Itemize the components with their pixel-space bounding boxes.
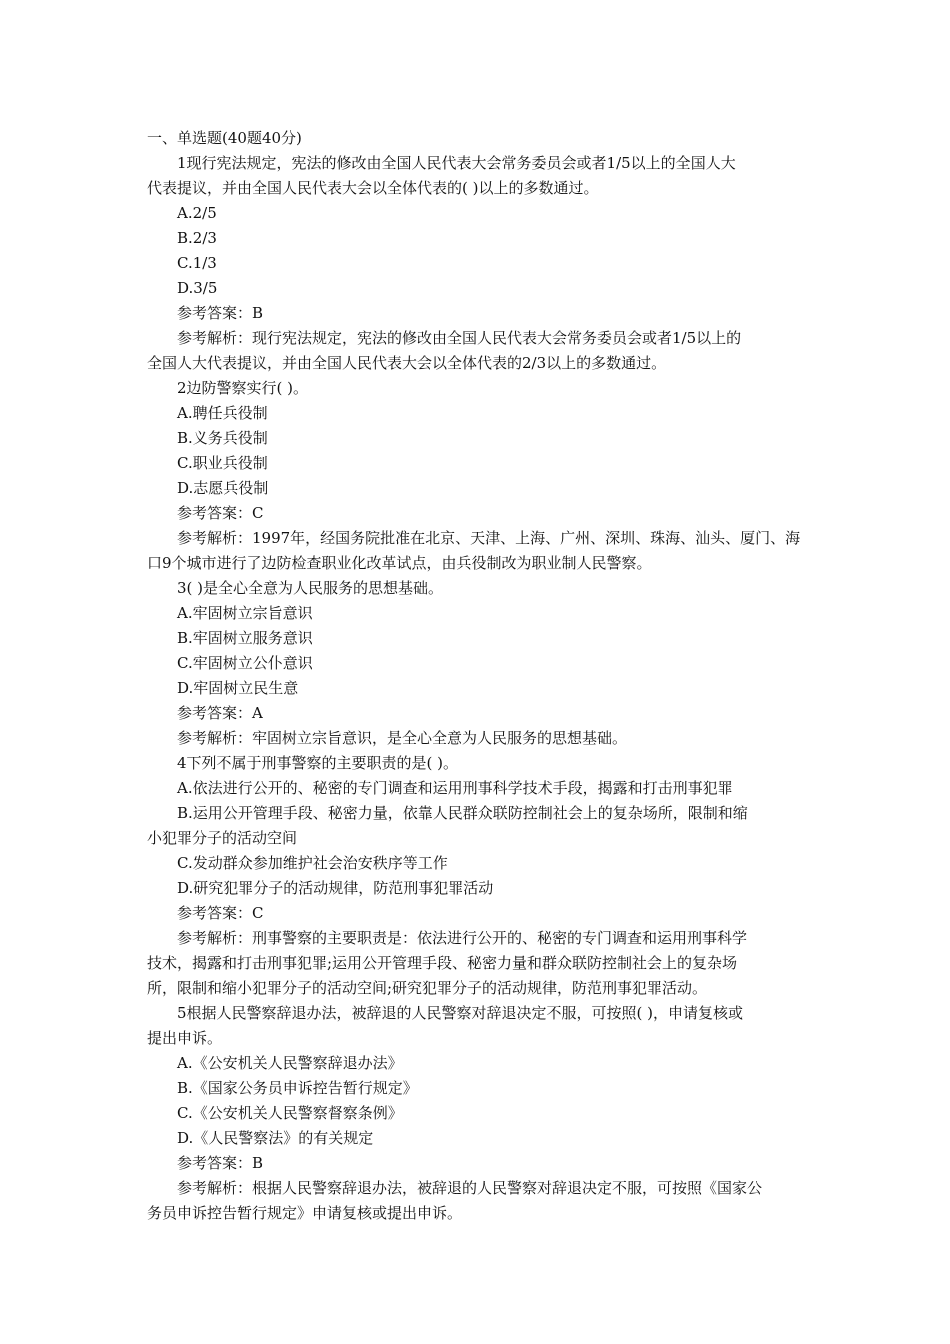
question-1-stem-line-2: 代表提议，并由全国人民代表大会以全体代表的( )以上的多数通过。 — [147, 179, 599, 197]
question-5-option-d: D.《人民警察法》的有关规定 — [177, 1129, 374, 1147]
question-1-answer: 参考答案：B — [177, 304, 264, 322]
question-1-analysis-line-2: 全国人大代表提议，并由全国人民代表大会以全体代表的2/3以上的多数通过。 — [147, 354, 667, 372]
question-3-stem-line-1: 3( )是全心全意为人民服务的思想基础。 — [177, 579, 444, 597]
question-5-option-b: B.《国家公务员申诉控告暂行规定》 — [177, 1079, 418, 1097]
question-2-stem-line-1: 2边防警察实行( )。 — [177, 379, 309, 397]
question-5-analysis-line-1: 参考解析：根据人民警察辞退办法，被辞退的人民警察对辞退决定不服，可按照《国家公 — [177, 1179, 763, 1197]
question-1-stem-line-1: 1现行宪法规定，宪法的修改由全国人民代表大会常务委员会或者1/5以上的全国人大 — [177, 154, 736, 172]
question-3 — [147, 576, 811, 751]
question-1-option-b: B.2/3 — [177, 229, 217, 247]
question-5 — [147, 1001, 811, 1226]
question-2-analysis-line-1: 参考解析：1997年，经国务院批准在北京、天津、上海、广州、深圳、珠海、汕头、厦门、海 — [177, 529, 801, 547]
question-3-option-d: D.牢固树立民生意 — [177, 679, 299, 697]
question-2-option-c: C.职业兵役制 — [177, 454, 268, 472]
question-4-option-a: A.依法进行公开的、秘密的专门调查和运用刑事科学技术手段，揭露和打击刑事犯罪 — [177, 779, 733, 797]
question-2-answer: 参考答案：C — [177, 504, 264, 522]
question-2 — [147, 376, 811, 576]
document-page — [147, 126, 811, 1226]
question-2-option-b: B.义务兵役制 — [177, 429, 268, 447]
question-4-stem-line-1: 4下列不属于刑事警察的主要职责的是( )。 — [177, 754, 459, 772]
question-1-analysis-line-1: 参考解析：现行宪法规定，宪法的修改由全国人民代表大会常务委员会或者1/5以上的 — [177, 329, 742, 347]
question-3-option-b: B.牢固树立服务意识 — [177, 629, 313, 647]
question-4-option-b-continued: 小犯罪分子的活动空间 — [147, 829, 298, 847]
question-5-analysis-line-2: 务员申诉控告暂行规定》申请复核或提出申诉。 — [147, 1204, 463, 1222]
question-5-stem-line-2: 提出申诉。 — [147, 1029, 223, 1047]
question-4-analysis-line-2: 技术，揭露和打击刑事犯罪;运用公开管理手段、秘密力量和群众联防控制社会上的复杂场 — [147, 954, 738, 972]
question-2-option-a: A.聘任兵役制 — [177, 404, 268, 422]
question-4-option-b: B.运用公开管理手段、秘密力量，依靠人民群众联防控制社会上的复杂场所，限制和缩 — [177, 804, 748, 822]
question-3-option-c: C.牢固树立公仆意识 — [177, 654, 313, 672]
question-1-option-c: C.1/3 — [177, 254, 217, 272]
question-5-option-c: C.《公安机关人民警察督察条例》 — [177, 1104, 403, 1122]
question-4-option-d: D.研究犯罪分子的活动规律，防范刑事犯罪活动 — [177, 879, 494, 897]
question-5-option-a: A.《公安机关人民警察辞退办法》 — [177, 1054, 403, 1072]
question-1-option-d: D.3/5 — [177, 279, 218, 297]
question-4 — [147, 751, 811, 1001]
question-1-option-a: A.2/5 — [177, 204, 217, 222]
question-1 — [147, 151, 811, 376]
question-4-answer: 参考答案：C — [177, 904, 264, 922]
question-2-analysis-line-2: 口9个城市进行了边防检查职业化改革试点，由兵役制改为职业制人民警察。 — [147, 554, 652, 572]
question-4-analysis-line-3: 所，限制和缩小犯罪分子的活动空间;研究犯罪分子的活动规律，防范刑事犯罪活动。 — [147, 979, 708, 997]
question-3-analysis-line-1: 参考解析：牢固树立宗旨意识，是全心全意为人民服务的思想基础。 — [177, 729, 628, 747]
question-5-stem-line-1: 5根据人民警察辞退办法，被辞退的人民警察对辞退决定不服，可按照( )，申请复核或 — [177, 1004, 744, 1022]
question-4-analysis-line-1: 参考解析：刑事警察的主要职责是：依法进行公开的、秘密的专门调查和运用刑事科学 — [177, 929, 748, 947]
question-3-answer: 参考答案：A — [177, 704, 263, 722]
section-title: 一、单选题(40题40分) — [147, 129, 302, 147]
question-5-answer: 参考答案：B — [177, 1154, 264, 1172]
question-4-option-c: C.发动群众参加维护社会治安秩序等工作 — [177, 854, 448, 872]
question-2-option-d: D.志愿兵役制 — [177, 479, 269, 497]
question-3-option-a: A.牢固树立宗旨意识 — [177, 604, 313, 622]
